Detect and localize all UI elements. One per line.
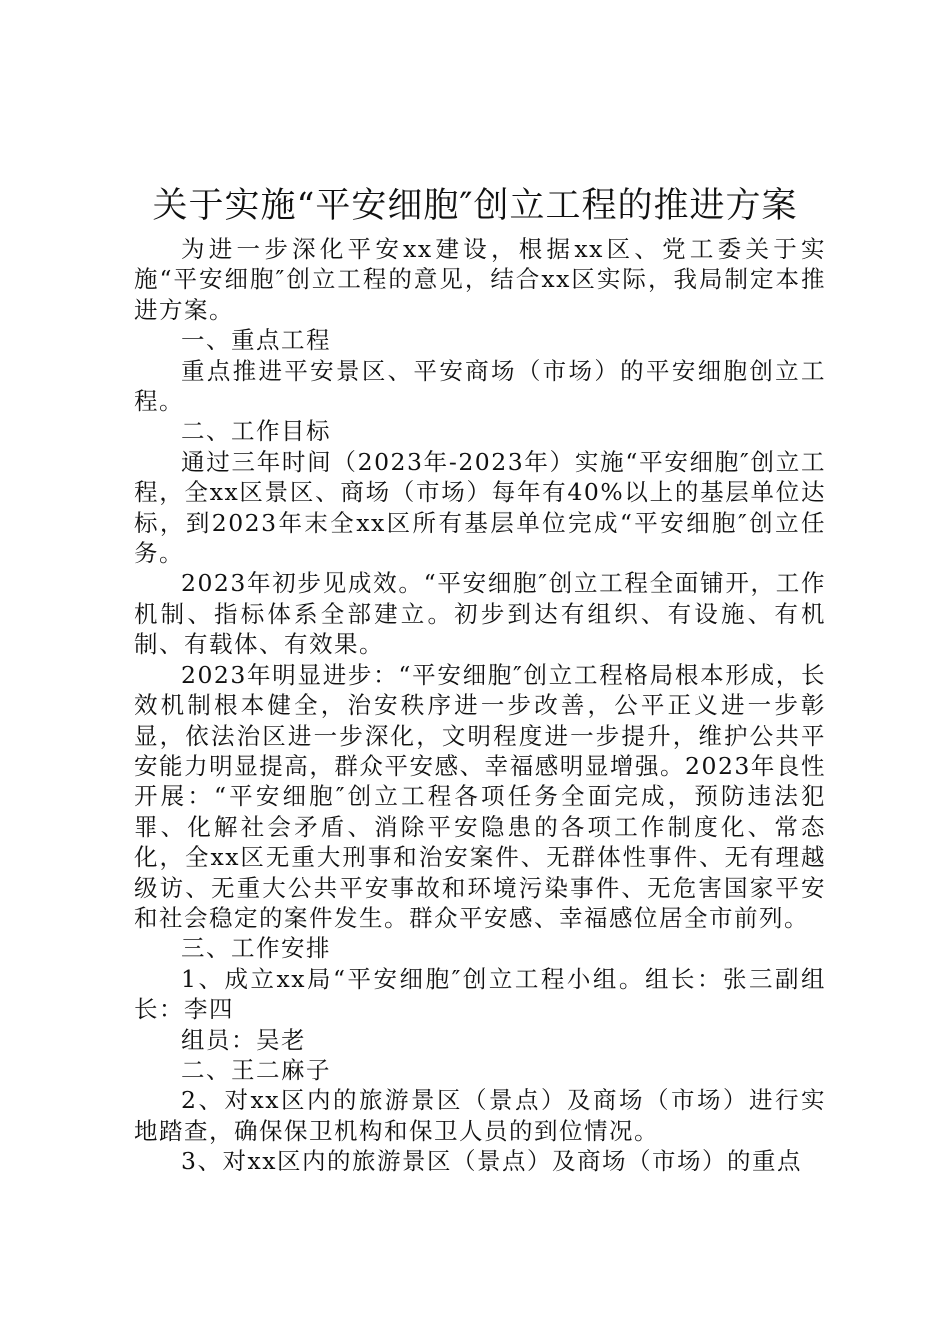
paragraph-intro: 为进一步深化平安xx建设，根据xx区、党工委关于实施“平安细胞″创立工程的意见，结合xx区实际，我局制定本推进方案。 <box>134 235 826 324</box>
section-heading-key-project: 一、重点工程 <box>181 326 331 355</box>
paragraph: 重点推进平安景区、平安商场（市场）的平安细胞创立工程。 <box>134 356 826 416</box>
paragraph: 1、成立xx局“平安细胞″创立工程小组。组长：张三副组长：李四 <box>134 964 826 1024</box>
document-title: 关于实施“平安细胞″创立工程的推进方案 <box>152 186 798 226</box>
paragraph: 二、王二麻子 <box>181 1055 331 1084</box>
paragraph: 3、对xx区内的旅游景区（景点）及商场（市场）的重点 <box>181 1147 802 1176</box>
section-heading-work-arrangement: 三、工作安排 <box>181 934 331 963</box>
paragraph: 2023年明显进步：“平安细胞″创立工程格局根本形成，长效机制根本健全，治安秩序进一步改善，公平正义进一步彰显，依法治区进一步深化，文明程度进一步提升，维护公共平安能力明显提高，群众平安感、幸福感明显增强。2023年良性开展：“平安细胞″创立工程各项任务全面完成，预防违法犯罪、化解社会矛盾、消除平安隐患的各项工作制度化、常态化，全xx区无重大刑事和治安案件、无群体性事件、无有理越级访、无重大公共平安事故和环境污染事件、无危害国家平安和社会稳定的案件发生。群众平安感、幸福感位居全市前列。 <box>134 660 826 932</box>
paragraph: 组员：吴老 <box>181 1025 306 1054</box>
paragraph: 2023年初步见成效。“平安细胞″创立工程全面铺开，工作机制、指标体系全部建立。初步到达有组织、有设施、有机制、有载体、有效果。 <box>134 569 826 659</box>
paragraph: 通过三年时间（2023年-2023年）实施“平安细胞″创立工程，全xx区景区、商场（市场）每年有40%以上的基层单位达标，到2023年末全xx区所有基层单位完成“平安细胞″创立任务。 <box>134 447 826 568</box>
document-body <box>134 234 826 1177</box>
section-heading-work-goals: 二、工作目标 <box>181 417 331 446</box>
paragraph: 2、对xx区内的旅游景区（景点）及商场（市场）进行实地踏查，确保保卫机构和保卫人员的到位情况。 <box>134 1086 826 1145</box>
